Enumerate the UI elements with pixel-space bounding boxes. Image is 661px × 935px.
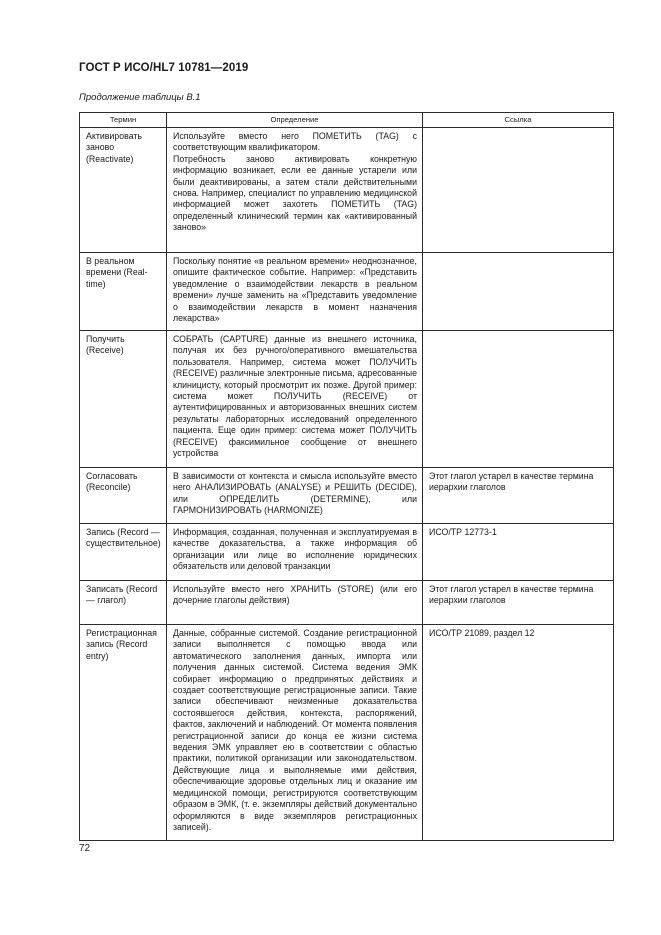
table-row [80,524,614,581]
definition-paragraph: СОБРАТЬ (CAPTURE) данные из внешнего источника, получая их без ручного/оперативного вмешательства пользователя. Например, система может ПОЛУЧИТЬ (RECEIVE) различные электронные письма, адресованные клиницисту, который просмотрит их позже. Другой пример: система может ПОЛУЧИТЬ (RECEIVE) от аутентифицированных и авторизованных внешних систем результаты лабораторных исследований определенного пациента. Еще один пример: система может ПОЛУЧИТЬ (RECEIVE) факсимильное сообщение от внешнего устройства [173,334,417,459]
definition-cell [167,581,423,625]
table-header-row [80,113,614,128]
term-cell: В реальном времени (Real-time) [80,253,167,331]
term-cell: Активировать заново (Reactivate) [80,128,167,253]
definition-cell [167,468,423,524]
definition-paragraph: Используйте вместо него ХРАНИТЬ (STORE) (или его дочерние глаголы действия) [173,584,417,606]
reference-cell: Этот глагол устарел в качестве термина иерархии глаголов [423,581,614,625]
column-header-term: Термин [80,113,167,128]
terms-table [79,112,614,841]
table-row [80,331,614,468]
definition-cell [167,253,423,331]
definition-paragraph: Используйте вместо него ПОМЕТИТЬ (TAG) с соответствующим квалификатором. [173,131,417,153]
reference-cell [423,128,614,253]
reference-cell: Этот глагол устарел в качестве термина иерархии глаголов [423,468,614,524]
reference-cell [423,331,614,468]
definition-paragraph: В зависимости от контекста и смысла используйте вместо него АНАЛИЗИРОВАТЬ (ANALYSE) и РЕШИТЬ (DECIDE), или ОПРЕДЕЛИТЬ (DETERMINE), или ГАРМОНИЗИРОВАТЬ (HARMONIZE) [173,471,417,516]
definition-paragraph: Потребность заново активировать конкретную информацию возникает, если ее данные устарели или были деактивированы, а затем стали действительными снова. Например, специалист по управлению медицинской информацией может захотеть ПОМЕТИТЬ (TAG) определенный клинический термин как «активированный заново» [173,153,417,233]
table-row [80,625,614,841]
definition-paragraph: Поскольку понятие «в реальном времени» неоднозначное, опишите фактическое событие. Например: «Представить уведомление о взаимодействии лекарств в реальном времени» лучше заменить на «Представить уведомление о взаимодействии лекарств в момент назначения лекарства» [173,256,417,324]
table-caption: Продолжение таблицы В.1 [79,92,201,103]
reference-cell: ИСО/ТР 12773-1 [423,524,614,581]
term-cell: Получить (Receive) [80,331,167,468]
table-row [80,253,614,331]
term-cell: Записать (Record — глагол) [80,581,167,625]
definition-cell [167,524,423,581]
document-header: ГОСТ Р ИСО/HL7 10781—2019 [79,62,249,74]
definition-cell [167,625,423,841]
table-row [80,128,614,253]
column-header-definition: Определение [167,113,423,128]
table-row [80,581,614,625]
definition-paragraph: Данные, собранные системой. Создание регистрационной записи выполняется с помощью ввода или автоматического заполнения данных, импорта или получения данных системой. Система ведения ЭМК собирает информацию о предпринятых действиях и создает соответствующие регистрационные записи. Такие записи обеспечивают неизменные доказательства состоявшегося действия, контекста, распоряжений, фактов, заключений и наблюдений. От момента появления регистрационной записи до конца ее жизни система ведения ЭМК управляет ею в соответствии с областью практики, политикой организации или законодательством. Действующие лица и выполняемые ими действия, обеспечивающие здоровье отдельных лиц и оказание им медицинской помощи, регистрируются соответствующим образом в ЭМК, (т. е. экземпляры действий документально оформляются в виде экземпляров регистрационных записей). [173,628,417,832]
term-cell: Запись (Record — существительное) [80,524,167,581]
column-header-reference: Ссылка [423,113,614,128]
definition-paragraph: Информация, созданная, полученная и эксплуатируемая в качестве доказательства, а также информация об организации или лице во исполнение юридических обязательств или деловой транзакции [173,527,417,572]
term-cell: Согласовать (Reconcile) [80,468,167,524]
definition-cell [167,331,423,468]
page-number: 72 [79,843,91,854]
term-cell: Регистрационная запись (Record entry) [80,625,167,841]
reference-cell [423,253,614,331]
definition-cell [167,128,423,253]
reference-cell: ИСО/ТР 21089, раздел 12 [423,625,614,841]
table-row [80,468,614,524]
